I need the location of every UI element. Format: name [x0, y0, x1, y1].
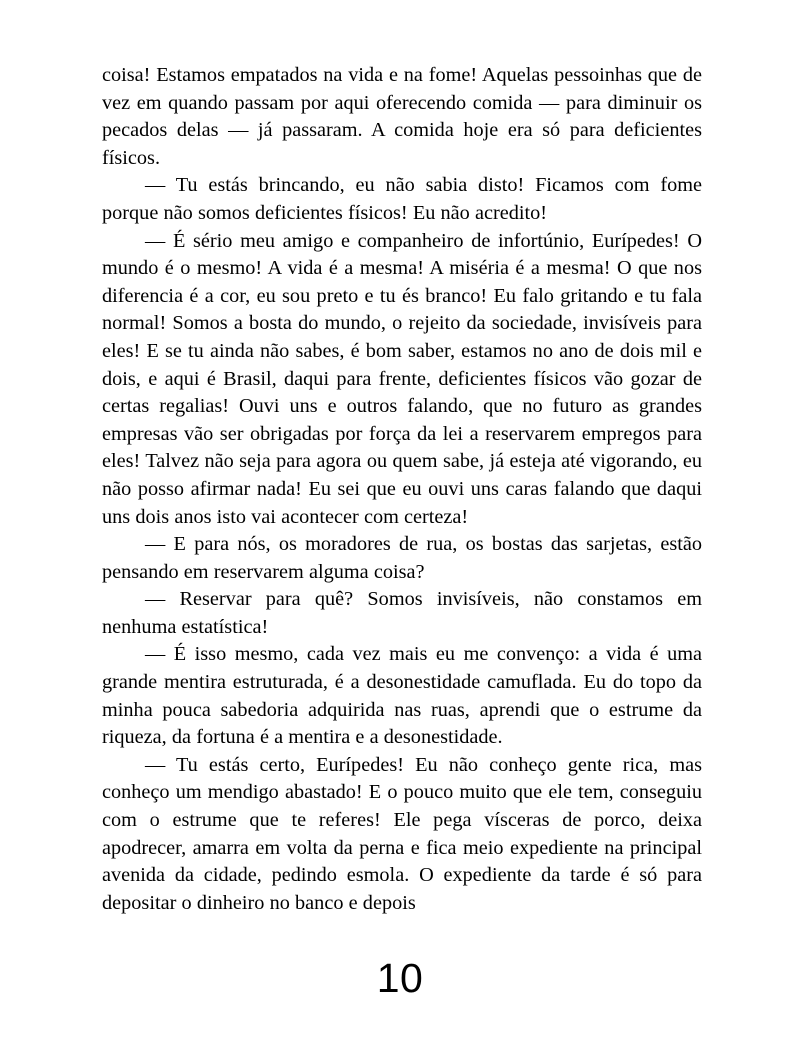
page-text-block	[102, 62, 702, 917]
paragraph: — É isso mesmo, cada vez mais eu me convenço: a vida é uma grande mentira estruturada, é a desonestidade camuflada. Eu do topo da minha pouca sabedoria adquirida nas ruas, aprendi que o estrume da riqueza, da fortuna é a mentira e a desonestidade.	[102, 643, 702, 749]
paragraph: — Tu estás brincando, eu não sabia disto! Ficamos com fome porque não somos deficientes físicos! Eu não acredito!	[102, 174, 702, 224]
page-number: 10	[376, 955, 424, 1001]
paragraph: — Tu estás certo, Eurípedes! Eu não conheço gente rica, mas conheço um mendigo abastado! E o pouco muito que ele tem, conseguiu com o estrume que te referes! Ele pega vísceras de porco, deixa apodrecer, amarra em volta da perna e fica meio expediente na principal avenida da cidade, pedindo esmola. O expediente da tarde é só para depositar o dinheiro no banco e depois	[102, 753, 702, 914]
paragraph: coisa! Estamos empatados na vida e na fome! Aquelas pessoinhas que de vez em quando passam por aqui oferecendo comida — para diminuir os pecados delas — já passaram. A comida hoje era só para deficientes físicos.	[102, 64, 702, 169]
paragraph: — Reservar para quê? Somos invisíveis, não constamos em nenhuma estatística!	[102, 588, 702, 638]
paragraph: — E para nós, os moradores de rua, os bostas das sarjetas, estão pensando em reservarem alguma coisa?	[102, 533, 702, 583]
paragraph: — É sério meu amigo e companheiro de infortúnio, Eurípedes! O mundo é o mesmo! A vida é a mesma! A miséria é a mesma! O que nos diferencia é a cor, eu sou preto e tu és branco! Eu falo gritando e tu fala normal! Somos a bosta do mundo, o rejeito da sociedade, invisíveis para eles! E se tu ainda não sabes, é bom saber, estamos no ano de dois mil e dois, e aqui é Brasil, daqui para frente, deficientes físicos vão gozar de certas regalias! Ouvi uns e outros falando, que no futuro as grandes empresas vão ser obrigadas por força da lei a reservarem empregos para eles! Talvez não seja para agora ou quem sabe, já esteja até vigorando, eu não posso afirmar nada! Eu sei que eu ouvi uns caras falando que daqui uns dois anos isto vai acontecer com certeza!	[102, 229, 702, 528]
